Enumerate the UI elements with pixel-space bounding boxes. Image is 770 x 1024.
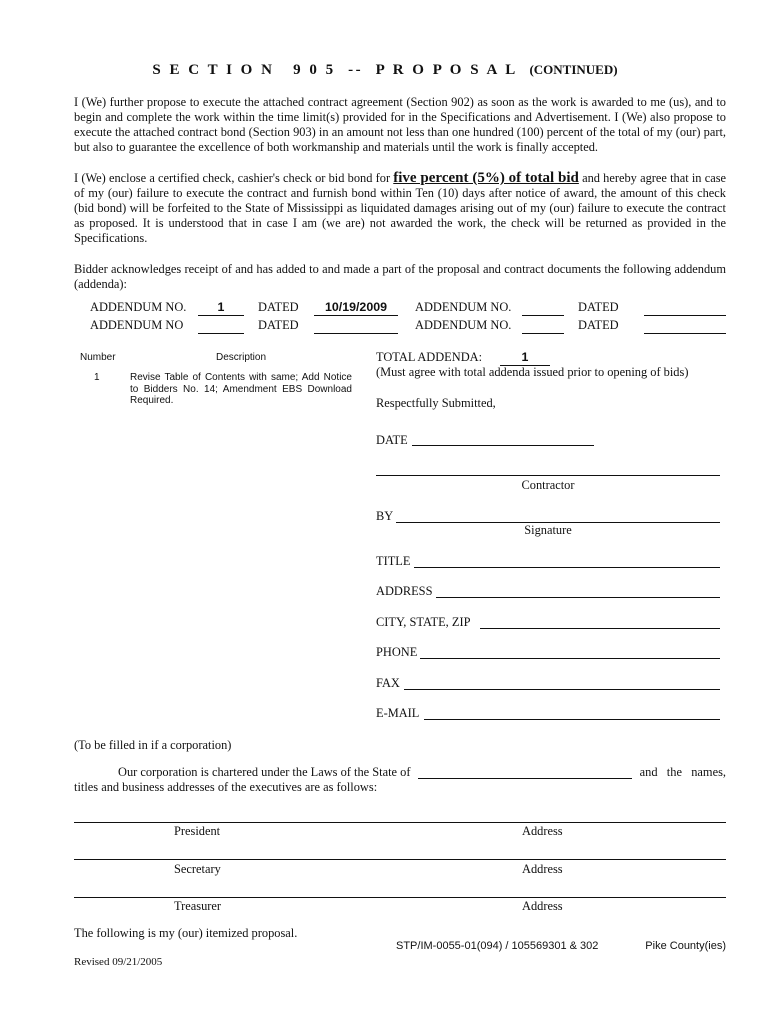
addendum-dated-label-3: DATED [578, 300, 619, 314]
total-addenda-label: TOTAL ADDENDA: [376, 350, 483, 364]
date-label: DATE [376, 433, 408, 447]
phone-field[interactable] [420, 643, 720, 659]
section-title [0, 62, 770, 79]
signature-caption: Signature [524, 523, 572, 537]
address-label: ADDRESS [376, 584, 433, 598]
fax-field[interactable] [404, 674, 720, 690]
paragraph-bid-bond [74, 171, 726, 246]
date-field[interactable] [412, 430, 594, 446]
addendum-no-label-1: ADDENDUM NO. [90, 300, 187, 314]
treasurer-address-caption: Address [522, 899, 563, 913]
email-label: E-MAIL [376, 706, 420, 720]
president-field[interactable] [74, 807, 726, 823]
addendum-date-field-1[interactable]: 10/19/2009 [314, 300, 398, 316]
addenda-col-number: Number [80, 352, 116, 363]
addendum-no-field-1[interactable]: 1 [198, 300, 244, 316]
addenda-row-number: 1 [94, 372, 100, 383]
email-field[interactable] [424, 704, 720, 720]
president-caption: President [174, 824, 221, 838]
corporation-note: (To be filled in if a corporation) [74, 738, 232, 752]
addenda-col-description: Description [216, 352, 267, 363]
addendum-dated-label-1: DATED [258, 300, 299, 314]
total-addenda-field[interactable]: 1 [500, 350, 550, 366]
by-label: BY [376, 509, 394, 523]
city-state-zip-label: CITY, STATE, ZIP [376, 615, 471, 629]
signature-field[interactable] [396, 507, 720, 523]
addendum-dated-label-2: DATED [258, 318, 299, 332]
addendum-date-field-2[interactable] [314, 318, 398, 334]
addendum-no-field-4[interactable] [522, 318, 564, 334]
respectfully-submitted: Respectfully Submitted, [376, 396, 496, 410]
county-name: Pike County(ies) [645, 940, 726, 952]
bid-bond-amount: five percent (5%) of total bid [393, 170, 579, 186]
contractor-caption: Contractor [521, 478, 575, 492]
corporation-executives-text: titles and business addresses of the executives are as follows: [74, 780, 378, 794]
addendum-date-field-3[interactable] [644, 300, 726, 316]
addendum-date-field-4[interactable] [644, 318, 726, 334]
title-field[interactable] [414, 552, 720, 568]
addendum-no-label-4: ADDENDUM NO. [415, 318, 512, 332]
city-state-zip-field[interactable] [480, 613, 720, 629]
itemized-proposal-text: The following is my (our) itemized proposal. [74, 926, 298, 940]
fax-label: FAX [376, 676, 400, 690]
section-title-main: S E C T I O N 9 0 5 -- P R O P O S A L [152, 62, 517, 78]
phone-label: PHONE [376, 645, 418, 659]
addendum-no-label-2: ADDENDUM NO [90, 318, 184, 332]
addendum-no-field-2[interactable] [198, 318, 244, 334]
bid-bond-text-after: and hereby agree that in case of my (our) failure to execute the contract and furnish bond within Ten (10) days after notice of award, the amount of this check (bid bond) will be forfeited to the State of Mississippi as liquidated damages arising out of my (our) failure to execute the contract as proposed. It is understood that in case I am (we are) not awarded the work, the check will be returned as provided in the Specifications. [74, 171, 727, 245]
treasurer-field[interactable] [74, 882, 726, 898]
secretary-address-caption: Address [522, 862, 563, 876]
treasurer-caption: Treasurer [174, 899, 222, 913]
secretary-field[interactable] [74, 844, 726, 860]
contractor-field[interactable] [376, 460, 720, 476]
paragraph-contract-agreement: I (We) further propose to execute the attached contract agreement (Section 902) as soon as the work is awarded to me (us), and to begin and complete the work within the time limit(s) provided for in the Specifications and Advertisement. I (We) also propose to execute the attached contract bond (Section 903) in an amount not less than one hundred (100) percent of the total of my (our) part, but also to guarantee the excellence of both workmanship and materials until the work is finally accepted. [74, 95, 726, 154]
corporation-state-text: Our corporation is chartered under the Laws of the State of [118, 765, 411, 779]
revised-date: Revised 09/21/2005 [74, 956, 163, 968]
project-number: STP/IM-0055-01(094) / 105569301 & 302 [396, 940, 599, 952]
secretary-caption: Secretary [174, 862, 221, 876]
paragraph-addenda-ack: Bidder acknowledges receipt of and has added to and made a part of the proposal and contract documents the following addendum (addenda): [74, 262, 726, 291]
addendum-dated-label-4: DATED [578, 318, 619, 332]
addenda-row-description: Revise Table of Contents with same; Add Notice to Bidders No. 14; Amendment EBS Download Required. [130, 372, 352, 406]
bid-bond-text-before: I (We) enclose a certified check, cashier's check or bid bond for [74, 171, 394, 185]
addendum-no-field-3[interactable] [522, 300, 564, 316]
title-label: TITLE [376, 554, 411, 568]
president-address-caption: Address [522, 824, 563, 838]
address-field[interactable] [436, 582, 720, 598]
corporation-state-field[interactable] [418, 763, 632, 779]
total-addenda-note: (Must agree with total addenda issued prior to opening of bids) [376, 365, 689, 379]
addendum-no-label-3: ADDENDUM NO. [415, 300, 512, 314]
corporation-names-text: and the names, [639, 765, 726, 779]
section-title-continued: (CONTINUED) [529, 62, 618, 77]
